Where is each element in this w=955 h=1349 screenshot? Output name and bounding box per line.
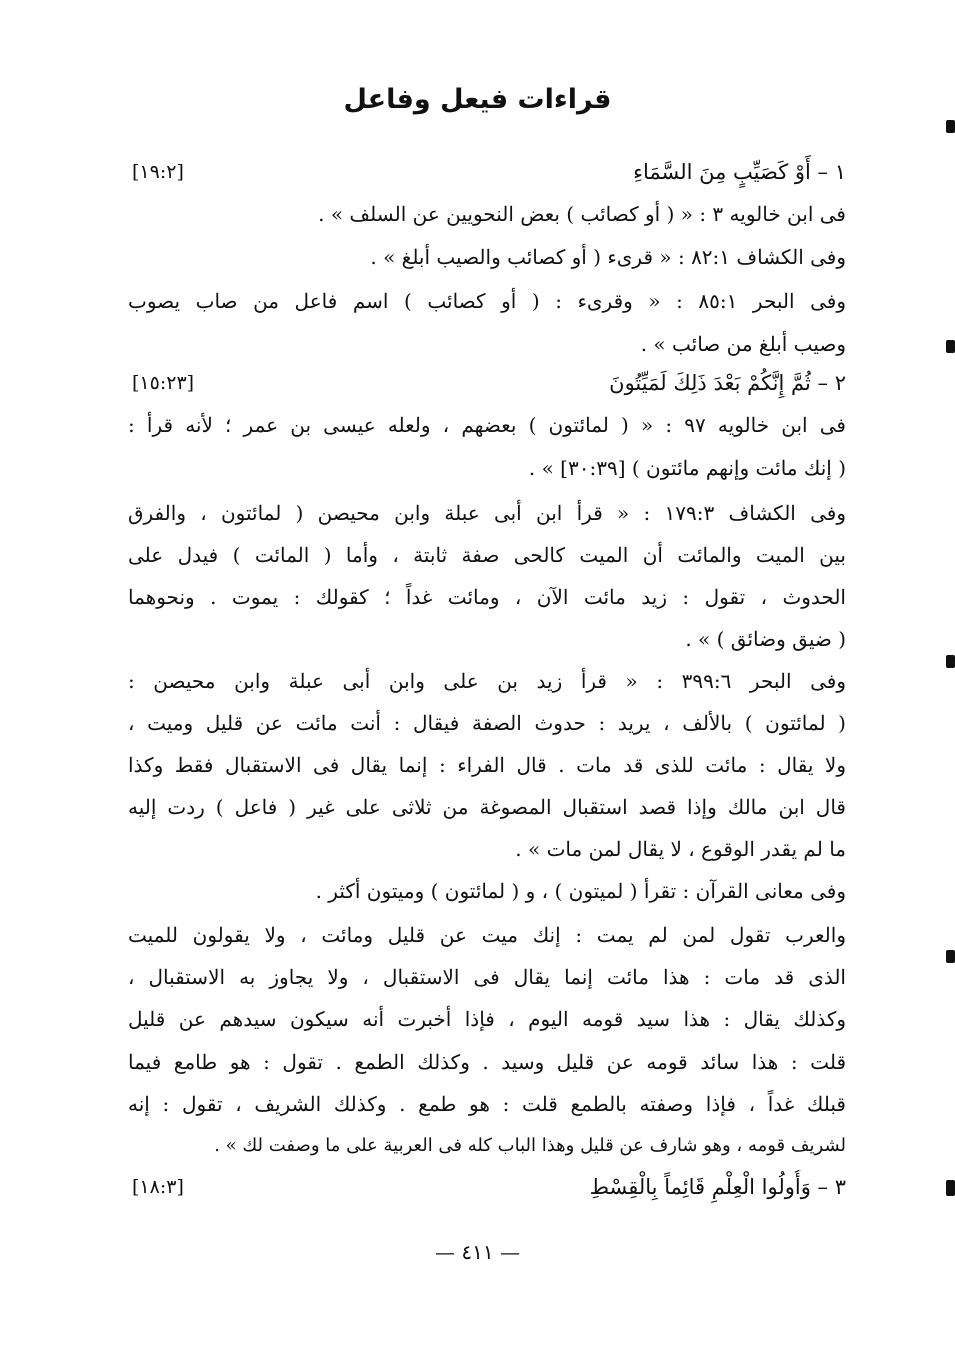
text-line: فى ابن خالويه ٩٧ : « ( لمائتون ) بعضهم ، ولعله عيسى بن عمر ؛ لأنه قرأ : xyxy=(128,413,846,437)
text-line: ( لمائتون ) بالألف ، يريد : حدوث الصفة فيقال : أنت مائت عن قليل وميت ، xyxy=(128,711,846,735)
binding-mark xyxy=(946,655,955,668)
text-line: ولا يقال : مائت للذى قد مات . قال الفراء : إنما يقال فى الاستقبال فقط وكذا xyxy=(128,753,846,777)
text-line: بين الميت والمائت أن الميت كالحى صفة ثابتة ، وأما ( المائت ) فيدل على xyxy=(128,543,846,567)
text-line: وفى معانى القرآن : تقرأ ( لميتون ) ، و ( لمائتون ) وميتون أكثر . xyxy=(315,879,846,903)
verse-reference-3: [١٨:٣] xyxy=(132,1176,184,1198)
text-line: ( ضيق وضائق ) » . xyxy=(685,627,846,651)
text-line: ( إنك مائت وإنهم مائتون ) [٣٠:٣٩] » . xyxy=(528,456,846,480)
text-line: وفى البحر ٣٩٩:٦ : « قرأ زيد بن على وابن أبى عبلة وابن محيصن : xyxy=(128,669,846,693)
text-line: وفى البحر ٨٥:١ : « وقرىء : ( أو كصائب ) اسم فاعل من صاب يصوب xyxy=(128,289,846,313)
text-line: والعرب تقول لمن لم يمت : إنك ميت عن قليل ومائت ، ولا يقولون للميت xyxy=(128,923,846,947)
text-line: قبلك غداً ، فإذا وصفته بالطمع قلت : هو طمع . وكذلك الشريف ، تقول : إنه xyxy=(128,1092,846,1116)
page-title: قراءات فيعل وفاعل xyxy=(343,84,612,115)
text-line: لشريف قومه ، وهو شارف عن قليل وهذا الباب كله فى العربية على ما وصفت لك » . xyxy=(214,1135,846,1156)
verse-heading-1: ١ – أَوْ كَصَيِّبٍ مِنَ السَّمَاءِ xyxy=(633,160,846,184)
binding-mark xyxy=(946,120,955,133)
text-line: وصيب أبلغ من صائب » . xyxy=(640,332,846,356)
verse-heading-2: ٢ – ثُمَّ إِنَّكُمْ بَعْدَ ذَلِكَ لَمَيِّتُونَ xyxy=(609,371,846,395)
text-line: وكذلك يقال : هذا سيد قومه اليوم ، فإذا أخبرت أنه سيكون سيدهم عن قليل xyxy=(128,1007,846,1031)
text-line: وفى الكشاف ٨٢:١ : « قرىء ( أو كصائب والصيب أبلغ » . xyxy=(370,245,846,269)
binding-mark xyxy=(946,1180,955,1196)
text-line: وفى الكشاف ١٧٩:٣ : « قرأ ابن أبى عبلة وابن محيصن ( لمائتون ، والفرق xyxy=(128,501,846,525)
page-number: — ٤١١ — xyxy=(435,1240,520,1264)
binding-mark xyxy=(946,950,955,963)
text-line: فى ابن خالويه ٣ : « ( أو كصائب ) بعض النحويين عن السلف » . xyxy=(318,202,846,226)
verse-heading-3: ٣ – وَأُولُوا الْعِلْمِ قَائِماً بِالْقِسْطِ xyxy=(589,1175,846,1199)
verse-reference-1: [١٩:٢] xyxy=(132,161,184,183)
text-line: قلت : هذا سائد قومه عن قليل وسيد . وكذلك الطمع . تقول : هو طامع فيما xyxy=(128,1050,846,1074)
verse-reference-2: [١٥:٢٣] xyxy=(132,372,195,394)
text-line: قال ابن مالك وإذا قصد استقبال المصوغة من ثلاثى على غير ( فاعل ) ردت إليه xyxy=(128,795,846,819)
text-line: الذى قد مات : هذا مائت إنما يقال فى الاستقبال ، ولا يجاوز به الاستقبال ، xyxy=(128,965,846,989)
binding-mark xyxy=(946,340,955,353)
text-line: ما لم يقدر الوقوع ، لا يقال لمن مات » . xyxy=(515,837,846,861)
text-line: الحدوث ، تقول : زيد مائت الآن ، ومائت غداً ؛ كقولك : يموت . ونحوهما xyxy=(128,585,846,609)
